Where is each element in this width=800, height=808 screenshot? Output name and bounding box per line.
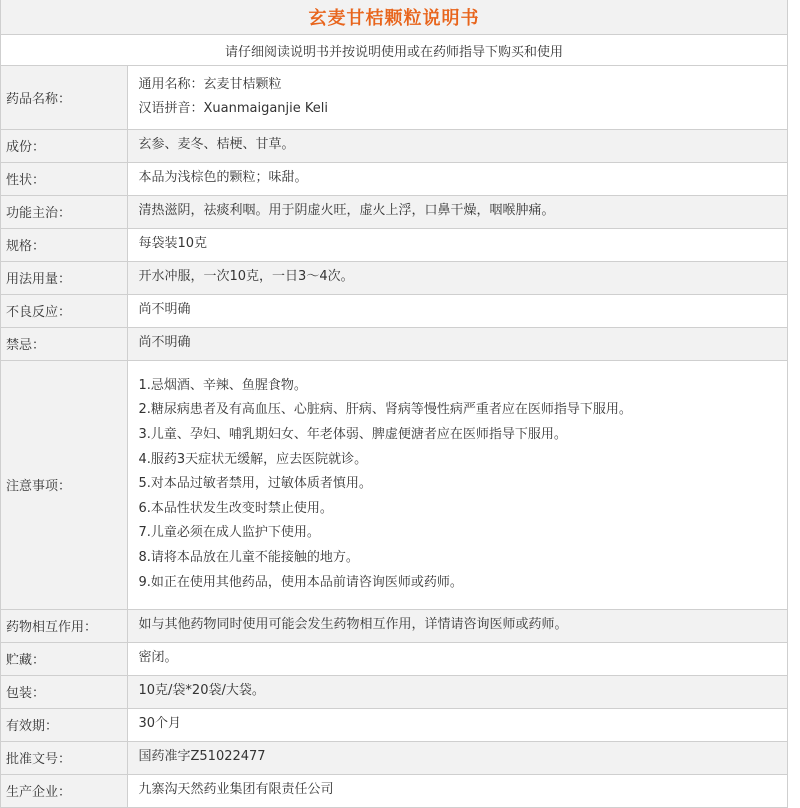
row-label: 规格： <box>1 228 127 261</box>
value-line: 九寨沟天然药业集团有限责任公司 <box>138 782 334 798</box>
value-line: 汉语拼音：Xuanmaiganjie Keli <box>138 101 329 117</box>
row-value <box>127 195 787 228</box>
row-value <box>127 261 787 294</box>
value-line: 5.对本品过敏者禁用，过敏体质者慎用。 <box>138 476 372 492</box>
row-value <box>127 294 787 327</box>
value-line: 本品为浅棕色的颗粒；味甜。 <box>138 170 308 186</box>
row-label: 贮藏： <box>1 642 127 675</box>
row-label: 用法用量： <box>1 261 127 294</box>
value-line: 1.忌烟酒、辛辣、鱼腥食物。 <box>138 377 307 393</box>
value-line: 尚不明确 <box>138 335 191 351</box>
row-drug-name <box>1 66 787 129</box>
row-label: 生产企业： <box>1 774 127 807</box>
row-label: 功能主治： <box>1 195 127 228</box>
value-line: 6.本品性状发生改变时禁止使用。 <box>138 500 333 516</box>
row-value <box>127 129 787 162</box>
row-label: 有效期： <box>1 708 127 741</box>
row-value <box>127 708 787 741</box>
row-package <box>1 675 787 708</box>
usage-notice: 请仔细阅读说明书并按说明使用或在药师指导下购买和使用 <box>1 35 787 66</box>
row-label: 批准文号： <box>1 741 127 774</box>
row-label: 不良反应： <box>1 294 127 327</box>
row-label: 注意事项： <box>1 360 127 609</box>
value-line: 30个月 <box>138 716 182 732</box>
value-line: 清热滋阴，祛痰利咽。用于阴虚火旺，虚火上浮，口鼻干燥，咽喉肿痛。 <box>138 203 555 219</box>
value-line: 密闭。 <box>138 650 178 666</box>
value-line: 3.儿童、孕妇、哺乳期妇女、年老体弱、脾虚便溏者应在医师指导下服用。 <box>138 427 567 443</box>
row-value <box>127 774 787 807</box>
row-manufacturer <box>1 774 787 807</box>
row-value <box>127 360 787 609</box>
row-label: 禁忌： <box>1 327 127 360</box>
row-specification <box>1 228 787 261</box>
row-value <box>127 228 787 261</box>
value-line: 开水冲服，一次10克，一日3～4次。 <box>138 269 354 285</box>
row-label: 性状： <box>1 162 127 195</box>
value-line: 国药准字Z51022477 <box>138 749 266 765</box>
row-description <box>1 162 787 195</box>
value-line: 7.儿童必须在成人监护下使用。 <box>138 525 320 541</box>
row-precautions <box>1 360 787 609</box>
value-line: 每袋装10克 <box>138 236 208 252</box>
row-contraindications <box>1 327 787 360</box>
row-value <box>127 327 787 360</box>
row-label: 包装： <box>1 675 127 708</box>
value-line: 如与其他药物同时使用可能会发生药物相互作用，详情请咨询医师或药师。 <box>138 617 568 633</box>
value-line: 10克/袋*20袋/大袋。 <box>138 683 265 699</box>
value-line: 2.糖尿病患者及有高血压、心脏病、肝病、肾病等慢性病严重者应在医师指导下服用。 <box>138 402 632 418</box>
row-label: 药品名称： <box>1 66 127 129</box>
spec-table-body <box>1 66 787 807</box>
row-label: 药物相互作用： <box>1 609 127 642</box>
row-storage <box>1 642 787 675</box>
spec-table <box>1 66 787 808</box>
value-line: 尚不明确 <box>138 302 191 318</box>
value-line: 4.服药3天症状无缓解，应去医院就诊。 <box>138 451 368 467</box>
row-value <box>127 66 787 129</box>
row-adverse-reactions <box>1 294 787 327</box>
row-validity <box>1 708 787 741</box>
value-line: 8.请将本品放在儿童不能接触的地方。 <box>138 549 359 565</box>
row-drug-interactions <box>1 609 787 642</box>
row-approval-number <box>1 741 787 774</box>
row-dosage <box>1 261 787 294</box>
row-value <box>127 609 787 642</box>
row-value <box>127 741 787 774</box>
value-line: 通用名称：玄麦甘桔颗粒 <box>138 76 282 92</box>
value-line: 玄参、麦冬、桔梗、甘草。 <box>138 137 295 153</box>
value-line: 9.如正在使用其他药品，使用本品前请咨询医师或药师。 <box>138 574 463 590</box>
row-indications <box>1 195 787 228</box>
document-title: 玄麦甘桔颗粒说明书 <box>1 0 787 35</box>
row-value <box>127 642 787 675</box>
row-value <box>127 162 787 195</box>
row-ingredients <box>1 129 787 162</box>
row-value <box>127 675 787 708</box>
row-label: 成份： <box>1 129 127 162</box>
